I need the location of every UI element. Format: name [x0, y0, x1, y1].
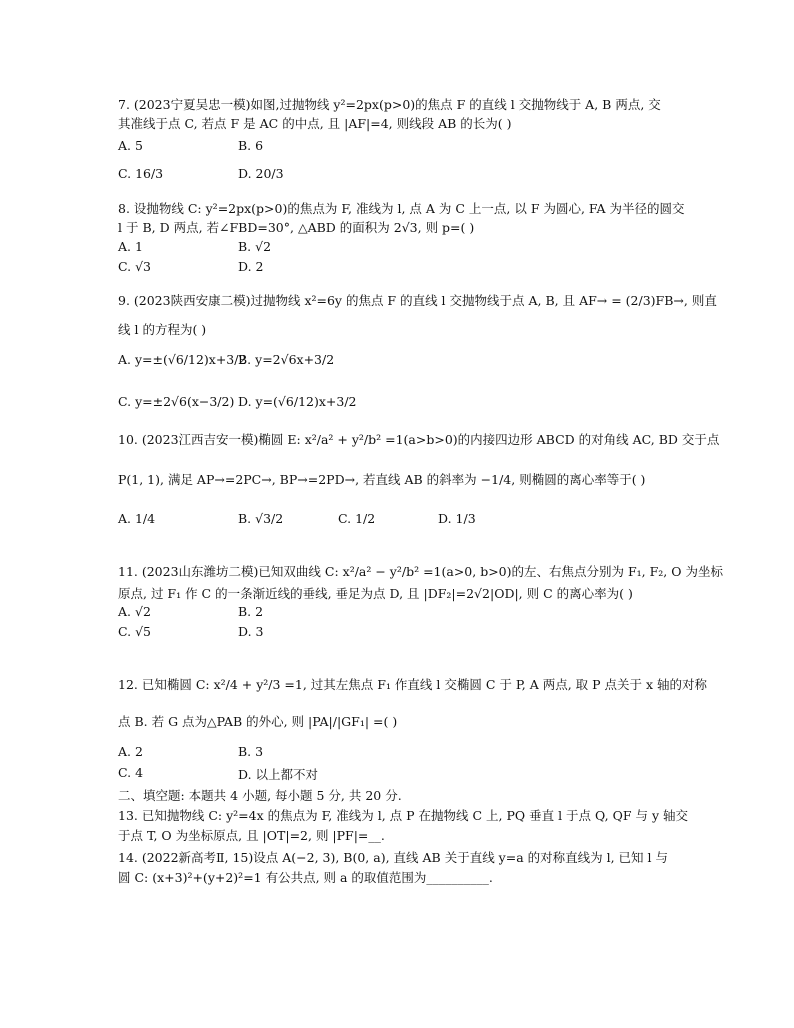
- q13-stem-line2: 于点 T, O 为坐标原点, 且 |OT|=2, 则 |PF|=__.: [118, 828, 385, 843]
- q13-stem-line1: 13. 已知抛物线 C: y²=4x 的焦点为 F, 准线为 l, 点 P 在抛物线 C 上, PQ 垂直 l 于点 Q, QF 与 y 轴交: [118, 808, 689, 823]
- q11-option-d: D. 3: [238, 624, 264, 639]
- q10-option-c: C. 1/2: [338, 511, 376, 526]
- q7-stem-line1: 7. (2023宁夏吴忠一模)如图,过抛物线 y²=2px(p>0)的焦点 F 的直线 l 交抛物线于 A, B 两点, 交: [118, 97, 661, 112]
- q11-option-c: C. √5: [118, 624, 151, 639]
- q9-option-b: B. y=2√6x+3/2: [238, 352, 335, 367]
- q12-option-d: D. 以上都不对: [238, 767, 319, 782]
- section-fill-in-header: 二、填空题: 本题共 4 小题, 每小题 5 分, 共 20 分.: [118, 788, 402, 803]
- q7-option-a: A. 5: [118, 138, 143, 153]
- q8-stem-line2: l 于 B, D 两点, 若∠FBD=30°, △ABD 的面积为 2√3, 则 p=( ): [118, 220, 475, 235]
- q10-stem-line2: P(1, 1), 满足 AP→=2PC→, BP→=2PD→, 若直线 AB 的斜率为 −1/4, 则椭圆的离心率等于( ): [118, 472, 646, 487]
- q11-option-b: B. 2: [238, 604, 264, 619]
- q12-option-c: C. 4: [118, 765, 144, 780]
- q12-stem-line1: 12. 已知椭圆 C: x²/4 + y²/3 =1, 过其左焦点 F₁ 作直线 l 交椭圆 C 于 P, A 两点, 取 P 点关于 x 轴的对称: [118, 677, 707, 692]
- q12-stem-line2: 点 B. 若 G 点为△PAB 的外心, 则 |PA|/|GF₁| =( ): [118, 714, 398, 729]
- q7-option-b: B. 6: [238, 138, 264, 153]
- q14-stem-line2: 圆 C: (x+3)²+(y+2)²=1 有公共点, 则 a 的取值范围为__________.: [118, 870, 493, 885]
- q11-stem-line2: 原点, 过 F₁ 作 C 的一条渐近线的垂线, 垂足为点 D, 且 |DF₂|=2√2|OD|, 则 C 的离心率为( ): [118, 586, 633, 601]
- q10-option-b: B. √3/2: [238, 511, 284, 526]
- q10-stem-line1: 10. (2023江西吉安一模)椭圆 E: x²/a² + y²/b² =1(a>b>0)的内接四边形 ABCD 的对角线 AC, BD 交于点: [118, 432, 720, 447]
- q9-stem-line1: 9. (2023陕西安康二模)过抛物线 x²=6y 的焦点 F 的直线 l 交抛物线于点 A, B, 且 AF→ = (2/3)FB→, 则直: [118, 293, 717, 308]
- q9-option-d: D. y=(√6/12)x+3/2: [238, 394, 357, 409]
- q8-stem-line1: 8. 设抛物线 C: y²=2px(p>0)的焦点为 F, 准线为 l, 点 A 为 C 上一点, 以 F 为圆心, FA 为半径的圆交: [118, 201, 685, 216]
- q7-option-d: D. 20/3: [238, 166, 284, 181]
- q10-option-a: A. 1/4: [118, 511, 156, 526]
- q8-option-d: D. 2: [238, 259, 264, 274]
- q12-option-a: A. 2: [118, 744, 143, 759]
- q7-option-c: C. 16/3: [118, 166, 164, 181]
- q12-option-b: B. 3: [238, 744, 264, 759]
- q10-option-d: D. 1/3: [438, 511, 476, 526]
- q11-stem-line1: 11. (2023山东潍坊二模)已知双曲线 C: x²/a² − y²/b² =1(a>0, b>0)的左、右焦点分别为 F₁, F₂, O 为坐标: [118, 564, 723, 579]
- q8-option-b: B. √2: [238, 239, 272, 254]
- q9-option-a: A. y=±(√6/12)x+3/2: [118, 352, 247, 367]
- q7-stem-line2: 其准线于点 C, 若点 F 是 AC 的中点, 且 |AF|=4, 则线段 AB 的长为( ): [118, 116, 512, 131]
- q9-option-c: C. y=±2√6(x−3/2): [118, 394, 235, 409]
- q8-option-a: A. 1: [118, 239, 143, 254]
- q11-option-a: A. √2: [118, 604, 151, 619]
- q8-option-c: C. √3: [118, 259, 151, 274]
- q14-stem-line1: 14. (2022新高考Ⅱ, 15)设点 A(−2, 3), B(0, a), 直线 AB 关于直线 y=a 的对称直线为 l, 已知 l 与: [118, 850, 668, 865]
- q9-stem-line2: 线 l 的方程为( ): [118, 322, 207, 337]
